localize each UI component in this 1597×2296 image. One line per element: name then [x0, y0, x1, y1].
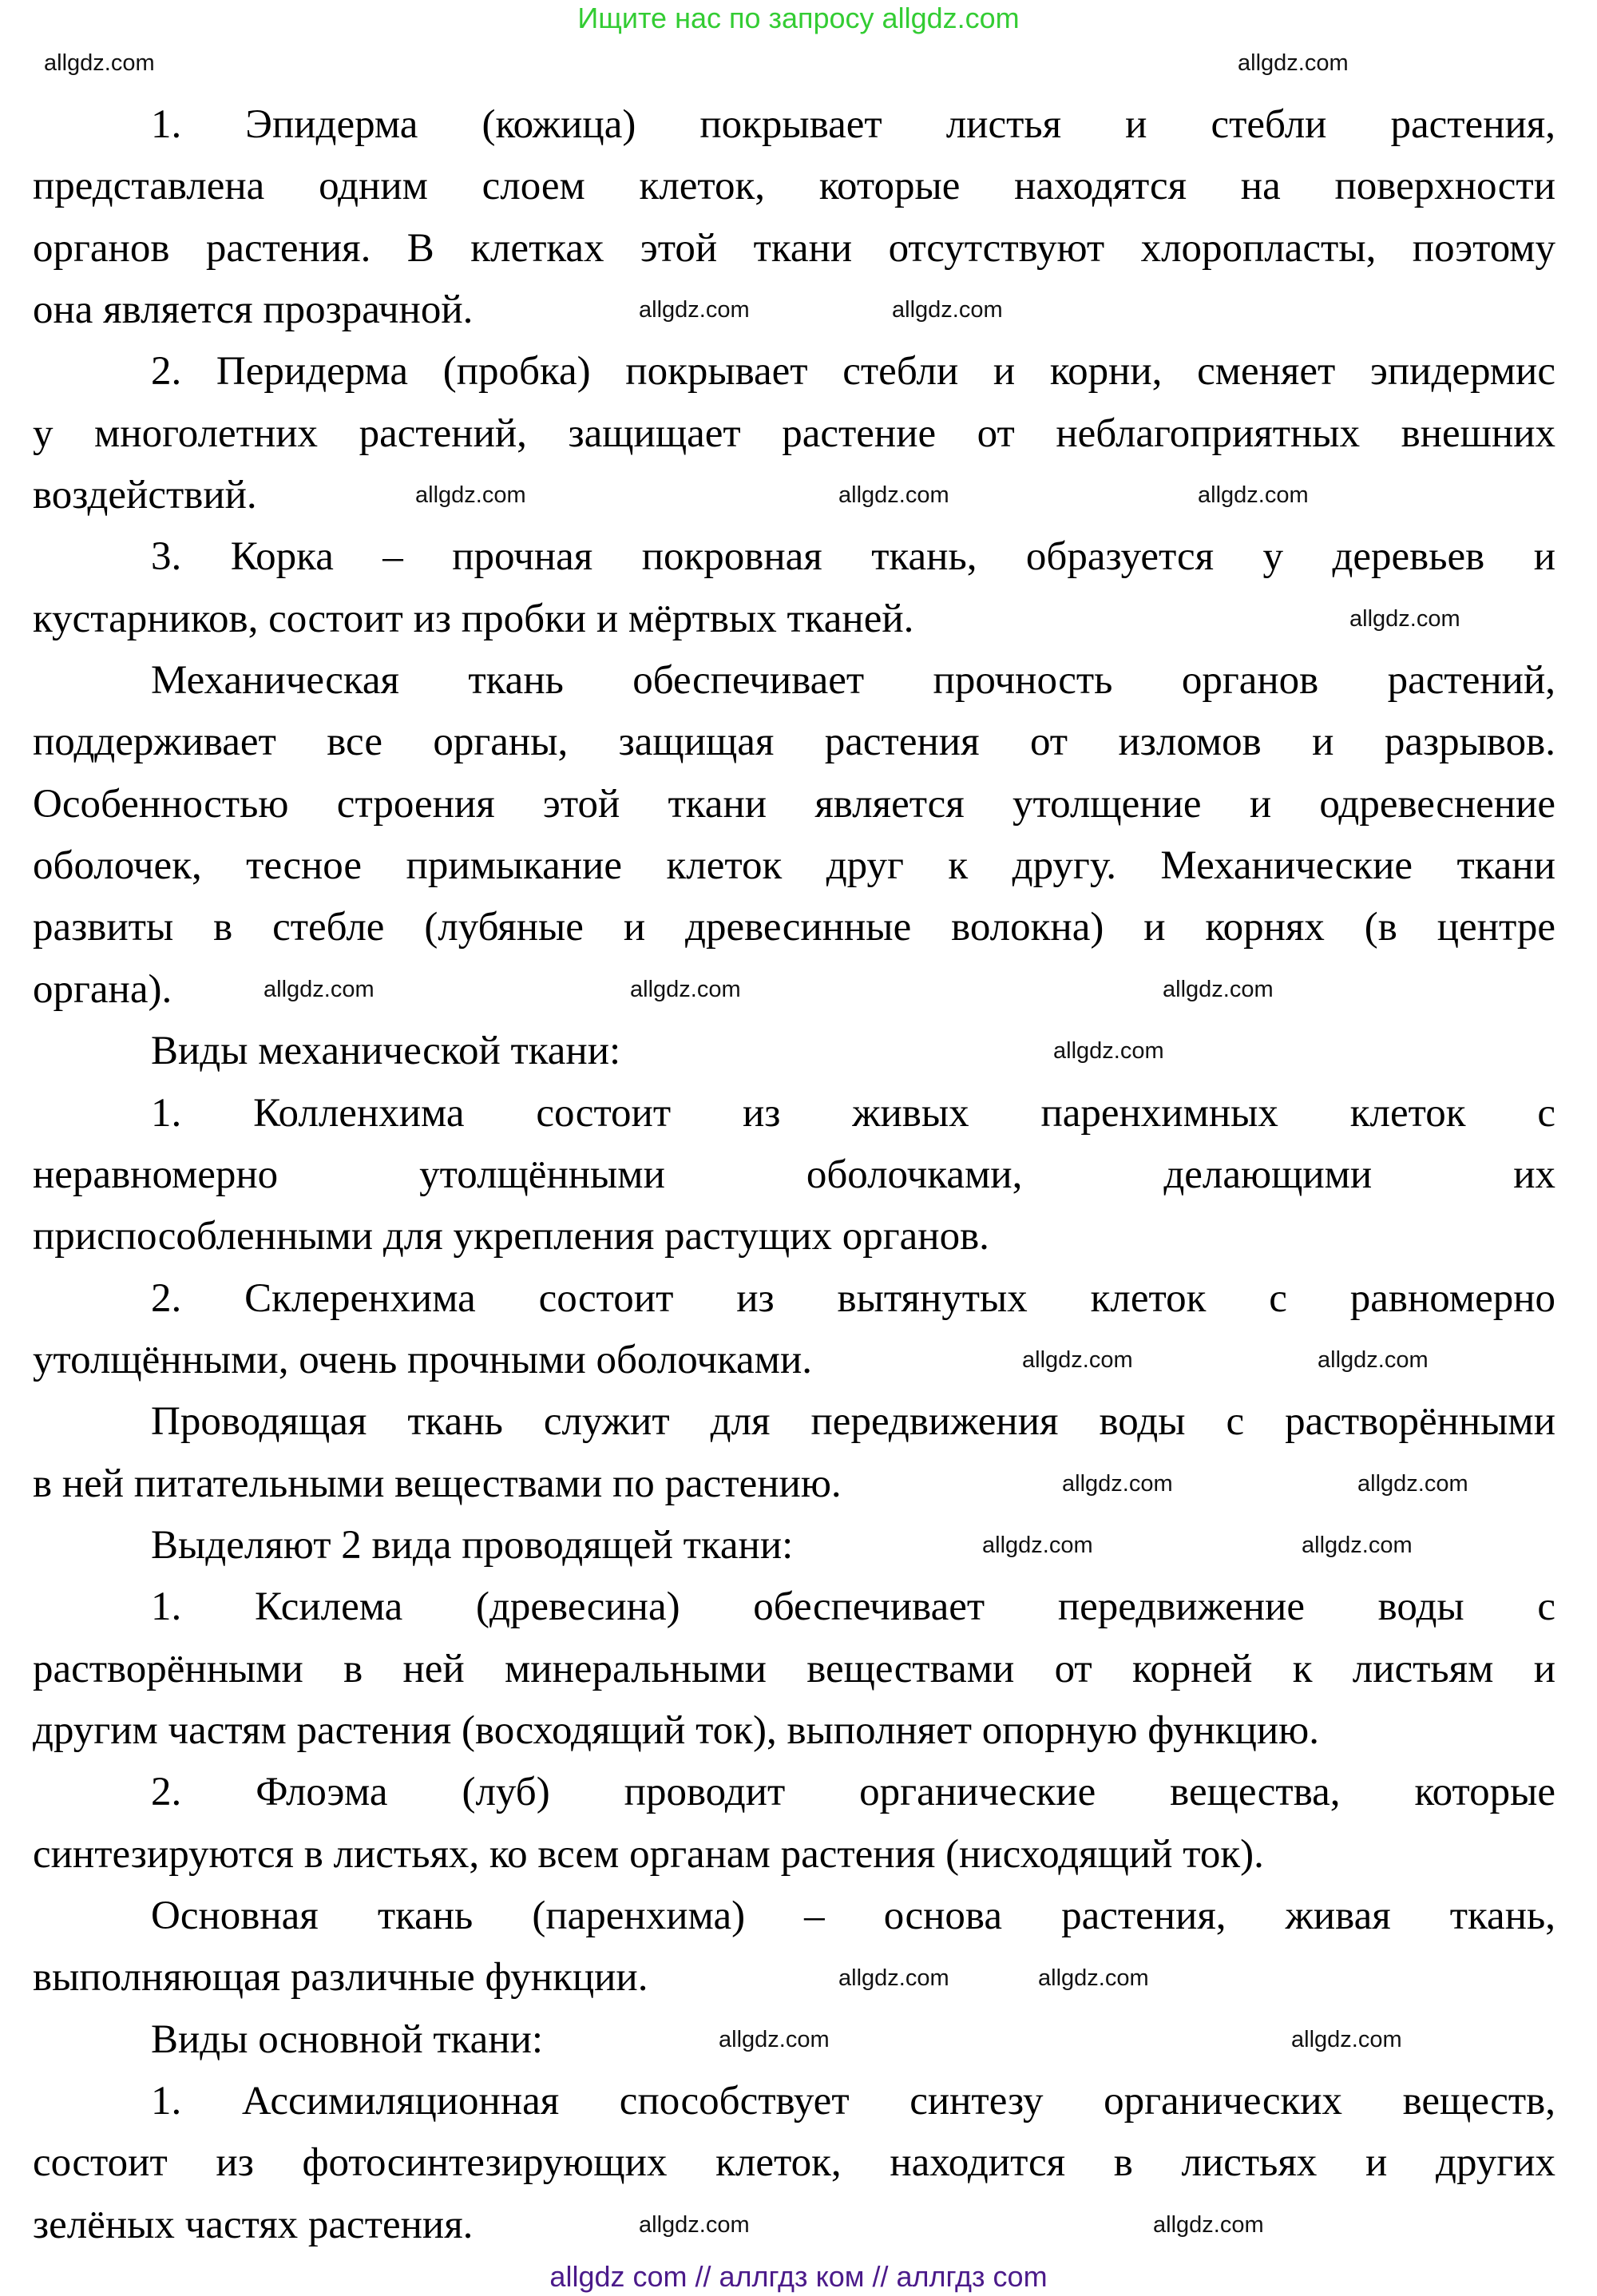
text-line: 2. Флоэма (луб) проводит органические вещества, которые: [151, 1770, 1555, 1815]
watermark: allgdz.com: [982, 1533, 1093, 1558]
text-line: органа).: [33, 966, 172, 1012]
watermark: allgdz.com: [1153, 2212, 1264, 2238]
text-line: поддерживает все органы, защищая растения от изломов и разрывов.: [33, 720, 1555, 765]
watermark: allgdz.com: [1349, 606, 1460, 632]
text-line: Особенностью строения этой ткани является утолщение и одревеснение: [33, 781, 1555, 827]
text-line: зелёных частях растения.: [33, 2202, 474, 2247]
text-line: 2. Перидерма (пробка) покрывает стебли и корни, сменяет эпидермис: [151, 349, 1555, 395]
text-line: развиты в стебле (лубяные и древесинные волокна) и корнях (в центре: [33, 905, 1555, 950]
watermark: allgdz.com: [639, 297, 750, 323]
text-line: воздействий.: [33, 473, 257, 518]
text-line: у многолетних растений, защищает растение от неблагоприятных внешних: [33, 410, 1555, 456]
paragraph: [33, 1762, 1555, 1886]
text-line: Механическая ткань обеспечивает прочность органов растений,: [151, 658, 1555, 704]
text-line: состоит из фотосинтезирующих клеток, находится в листьях и других: [33, 2140, 1555, 2186]
paragraph: [33, 341, 1555, 526]
watermark: allgdz.com: [44, 50, 155, 76]
watermark: allgdz.com: [630, 977, 741, 1002]
watermark: allgdz.com: [1022, 1347, 1133, 1373]
text-line: 1. Ассимиляционная способствует синтезу органических веществ,: [151, 2079, 1555, 2124]
paragraph: [33, 526, 1555, 650]
watermark: allgdz.com: [1053, 1038, 1164, 1064]
paragraph: [33, 1886, 1555, 2009]
watermark: allgdz.com: [1318, 1347, 1429, 1373]
watermark: allgdz.com: [838, 1965, 949, 1991]
paragraph: [33, 2071, 1555, 2256]
paragraph: [33, 1083, 1555, 1268]
watermark: allgdz.com: [892, 297, 1003, 323]
text-line: 1. Эпидерма (кожица) покрывает листья и стебли растения,: [151, 102, 1555, 147]
text-line: выполняющая различные функции.: [33, 1955, 648, 2001]
watermark: allgdz.com: [264, 977, 374, 1002]
text-line: 1. Ксилема (древесина) обеспечивает передвижение воды с: [151, 1584, 1555, 1630]
paragraph: [33, 1021, 1555, 1082]
watermark: allgdz.com: [639, 2212, 750, 2238]
text-line: Основная ткань (паренхима) – основа растения, живая ткань,: [151, 1893, 1555, 1938]
watermark: allgdz.com: [415, 482, 526, 508]
watermark: allgdz.com: [719, 2027, 830, 2052]
text-line: Виды механической ткани:: [151, 1029, 621, 1074]
document-body: [33, 94, 1555, 2256]
text-line: приспособленными для укрепления растущих органов.: [33, 1214, 989, 1259]
footer-banner: allgdz com // аллгдз ком // аллгдз com: [549, 2260, 1048, 2293]
text-line: в ней питательными веществами по растению.: [33, 1461, 842, 1506]
watermark: allgdz.com: [1163, 977, 1274, 1002]
watermark: allgdz.com: [1062, 1471, 1173, 1497]
text-line: Выделяют 2 вида проводящей ткани:: [151, 1522, 794, 1568]
text-line: растворёнными в ней минеральными веществами от корней к листьям и: [33, 1646, 1555, 1691]
watermark: allgdz.com: [1302, 1533, 1413, 1558]
text-line: оболочек, тесное примыкание клеток друг к другу. Механические ткани: [33, 843, 1555, 889]
paragraph: [33, 650, 1555, 1021]
text-line: другим частям растения (восходящий ток), выполняет опорную функцию.: [33, 1707, 1320, 1753]
watermark: allgdz.com: [1038, 1965, 1149, 1991]
text-line: утолщёнными, очень прочными оболочками.: [33, 1337, 812, 1382]
text-line: 3. Корка – прочная покровная ткань, образуется у деревьев и: [151, 534, 1555, 580]
watermark: allgdz.com: [1198, 482, 1309, 508]
text-line: кустарников, состоит из пробки и мёртвых тканей.: [33, 596, 914, 641]
text-line: Виды основной ткани:: [151, 2016, 544, 2062]
watermark: allgdz.com: [1357, 1471, 1468, 1497]
text-line: синтезируются в листьях, ко всем органам растения (нисходящий ток).: [33, 1831, 1264, 1877]
watermark: allgdz.com: [838, 482, 949, 508]
text-line: органов растения. В клетках этой ткани отсутствуют хлоропласты, поэтому: [33, 225, 1555, 271]
text-line: представлена одним слоем клеток, которые находятся на поверхности: [33, 164, 1555, 209]
watermark: allgdz.com: [1238, 50, 1349, 76]
text-line: она является прозрачной.: [33, 287, 474, 333]
text-line: неравномерно утолщёнными оболочками, делающими их: [33, 1152, 1555, 1197]
watermark: allgdz.com: [1291, 2027, 1402, 2052]
paragraph: [33, 1391, 1555, 1515]
text-line: Проводящая ткань служит для передвижения воды с растворёнными: [151, 1399, 1555, 1445]
text-line: 2. Склеренхима состоит из вытянутых клеток с равномерно: [151, 1275, 1555, 1321]
site-banner: Ищите нас по запросу allgdz.com: [577, 2, 1020, 34]
text-line: 1. Колленхима состоит из живых паренхимных клеток с: [151, 1090, 1555, 1136]
paragraph: [33, 1576, 1555, 1762]
paragraph: [33, 94, 1555, 341]
